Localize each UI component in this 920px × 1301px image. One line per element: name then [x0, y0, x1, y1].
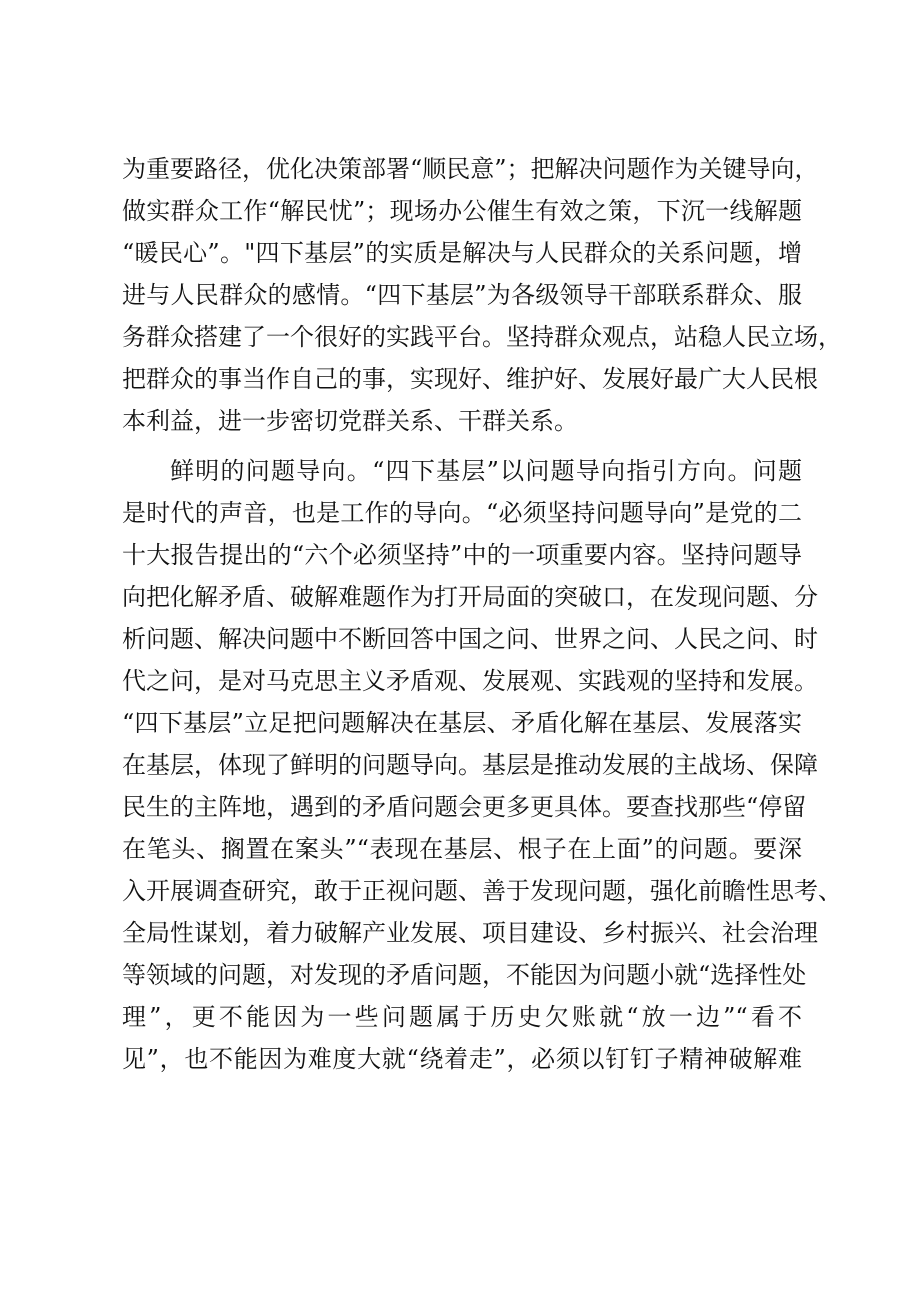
paragraph-1	[122, 148, 842, 442]
text-line: 十大报告提出的“六个必须坚持”中的一项重要内容。坚持问题导	[122, 541, 802, 569]
text-line: 析问题、解决问题中不断回答中国之问、世界之问、人民之问、时	[122, 625, 818, 653]
text-line: 进与人民群众的感情。“四下基层”为各级领导干部联系群众、服	[122, 281, 802, 309]
text-line: 是时代的声音，也是工作的导向。“必须坚持问题导向”是党的二	[122, 499, 802, 527]
text-line: 鲜明的问题导向。“四下基层”以问题导向指引方向。问题	[170, 457, 802, 485]
text-line: 做实群众工作“解民忧”；现场办公催生有效之策，下沉一线解题	[122, 197, 802, 225]
text-line: 见”，也不能因为难度大就“绕着走”，必须以钉钉子精神破解难	[122, 1045, 802, 1073]
text-line: “暖民心”。"四下基层”的实质是解决与人民群众的关系问题，增	[122, 239, 802, 267]
text-line: 本利益，进一步密切党群关系、干群关系。	[122, 407, 578, 435]
text-line: 在笔头、搁置在案头”“表现在基层、根子在上面”的问题。要深	[122, 835, 802, 863]
text-line: 民生的主阵地，遇到的矛盾问题会更多更具体。要查找那些“停留	[122, 793, 807, 821]
text-line: “四下基层”立足把问题解决在基层、矛盾化解在基层、发展落实	[122, 709, 802, 737]
text-line: 等领域的问题，对发现的矛盾问题，不能因为问题小就“选择性处	[122, 961, 807, 989]
document-body	[122, 148, 842, 1080]
text-line: 入开展调查研究，敢于正视问题、善于发现问题，强化前瞻性思考、	[122, 877, 842, 905]
text-line: 代之问，是对马克思主义矛盾观、发展观、实践观的坚持和发展。	[122, 667, 818, 695]
text-line: 为重要路径，优化决策部署“顺民意”；把解决问题作为关键导向，	[122, 155, 819, 183]
text-line: 理”，更不能因为一些问题属于历史欠账就“放一边”“看不	[122, 1003, 802, 1031]
paragraph-2	[122, 450, 842, 1080]
text-line: 务群众搭建了一个很好的实践平台。坚持群众观点，站稳人民立场，	[122, 323, 842, 351]
text-line: 全局性谋划，着力破解产业发展、项目建设、乡村振兴、社会治理	[122, 919, 818, 947]
text-line: 向把化解矛盾、破解难题作为打开局面的突破口，在发现问题、分	[122, 583, 818, 611]
text-line: 把群众的事当作自己的事，实现好、维护好、发展好最广大人民根	[122, 365, 818, 393]
text-line: 在基层，体现了鲜明的问题导向。基层是推动发展的主战场、保障	[122, 751, 818, 779]
paragraph-spacer	[122, 442, 802, 450]
